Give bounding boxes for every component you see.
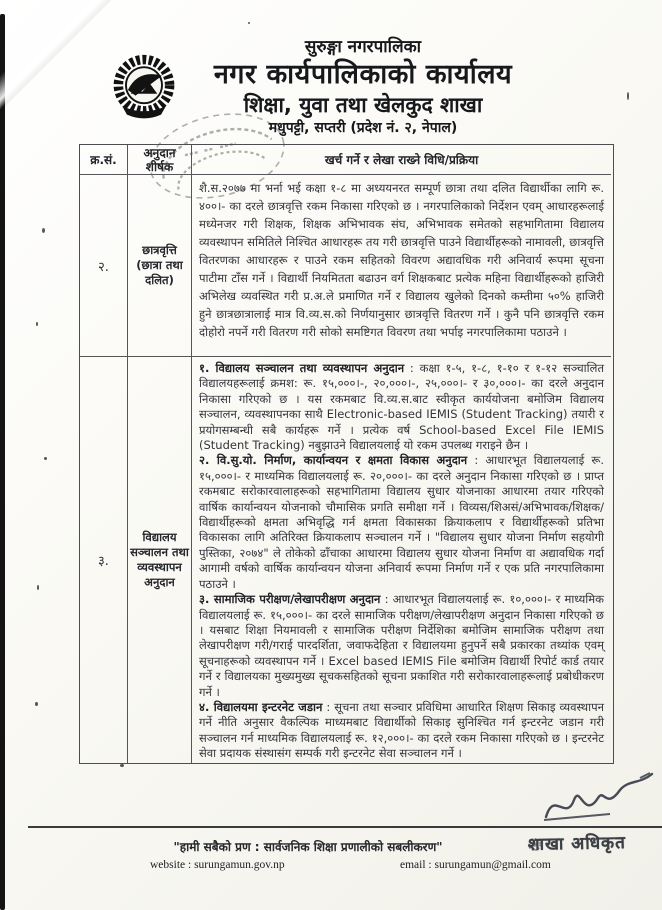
motto-text: "हामी सबैको प्रण : सार्वजनिक शिक्षा प्रणालीको सबलीकरण" bbox=[173, 840, 443, 854]
scan-speck bbox=[120, 764, 124, 767]
office-address: मधुपट्टी, सप्तरी (प्रदेश नं. २, नेपाल) bbox=[268, 120, 458, 136]
col-header-serial: क्र.सं. bbox=[80, 145, 128, 175]
col-header-procedure: खर्च गर्ने र लेखा राख्ने विधि/प्रक्रिया bbox=[192, 145, 611, 175]
procedure-paragraph: शै.स.२०७७ मा भर्ना भई कक्षा १-८ मा अध्ययनरत सम्पूर्ण छात्रा तथा दलित विद्यार्थीका लागि रू. ४००।- का दरले छात्रवृत्ति रकम निकासा गरिएको छ । नगरपालिकाको निर्देशन एवम् आधारहरूलाई मध्येनजर गरी शिक्षक, शिक्षक अभिभावक संघ, अभिभावक समेतको सहभागितामा विद्यालय व्यवस्थापन समितिले निश्चित आधारहरू तय गरी छात्रवृत्ति पाउने विद्यार्थीहरूको नामावली, छात्रवृत्ति वितरणका आधारहरू र पाउने रकम सहितको विवरण अद्यावधिक गरी अनिवार्य रूपमा सूचना पाटीमा टाँस गर्ने । विद्यार्थी नियमितता बढाउन वर्ग शिक्षकबाट प्रत्येक महिना विद्यार्थीहरूको हाजिरी अभिलेख व्यवस्थित गरी प्र.अ.ले प्रमाणित गर्ने र विद्यालय खुलेको दिनको कम्तीमा ५०% हाजिरी हुने छात्रछात्रालाई मात्र वि.व्य.स.को निर्णयानुसार छात्रवृत्ति वितरण गर्ने । कुनै पनि छात्रवृत्ति रकम दोहोरो नपर्ने गरी वितरण गरी सोको समष्टिगत विवरण तथा भर्पाइ नगरपालिकामा पठाउने । bbox=[199, 181, 604, 339]
table-row bbox=[80, 357, 613, 763]
scan-edge-artifact bbox=[0, 14, 5, 910]
scan-speck bbox=[42, 228, 45, 233]
grant-procedure-table bbox=[79, 144, 614, 764]
table-header-row bbox=[80, 145, 613, 175]
row-serial: २. bbox=[80, 175, 128, 357]
table-row bbox=[80, 175, 613, 357]
row-procedure-text bbox=[192, 175, 611, 357]
col-header-grant-title: अनुदान शीर्षक bbox=[128, 145, 192, 175]
row-serial: ३. bbox=[80, 357, 128, 763]
procedure-paragraph: २. वि.सु.यो. निर्माण, कार्यान्वयन र क्षमता विकास अनुदान : आधारभूत विद्यालयलाई रू. १५,०००।- र माध्यमिक विद्यालयलाई रू. २०,०००।- का दरले अनुदान निकासा गरिएको छ । प्राप्त रकमबाट सरोकारवालाहरूको सहभागितामा विद्यालय सुधार योजनाका आधारमा तयार गरिएको वार्षिक कार्यान्वयन योजनाको चौमासिक प्रगति समीक्षा गर्ने । विव्यस/शिअसं/अभिभावक/शिक्षक/विद्यार्थीहरूको क्षमता अभिवृद्धि गर्न क्षमता विकासका क्रियाकलाप र विद्यार्थीहरूको प्रतिभा विकासका लागि अतिरिक्त क्रियाकलाप सञ्चालन गर्ने । "विद्यालय सुधार योजना निर्माण सहयोगी पुस्तिका, २०७४" ले तोकेको ढाँचाका आधारमा विद्यालय सुधार योजना निर्माण वा अद्यावधिक गर्दा आगामी वर्षको वार्षिक कार्यान्वयन योजना अनिवार्य रूपमा निर्माण गर्ने र एक प्रति नगरपालिकामा पठाउने । bbox=[199, 453, 604, 591]
procedure-paragraph: १. विद्यालय सञ्चालन तथा व्यवस्थापन अनुदान : कक्षा १-५, १-८, १-१० र १-१२ सञ्चालित विद्यालयहरूलाई क्रमश: रू. १५,०००।-, २०,०००।-, २५,०००।- र ३०,०००।- का दरले अनुदान निकासा गरिएको छ । यस रकमबाट वि.व्य.स.बाट स्वीकृत कार्ययोजना बमोजिम विद्यालय सञ्चालन, व्यवस्थापनका साथै Electronic-based IEMIS (Student Tracking) तयारी र प्रयोगसम्बन्धी सबै कार्यहरू गर्ने । प्रत्येक वर्ष School-based Excel File IEMIS (Student Tracking) नबुझाउने विद्यालयलाई यो रकम उपलब्ध गराइने छैन । bbox=[199, 361, 604, 453]
scan-speck bbox=[37, 585, 39, 590]
website-text: website : surungamun.gov.np bbox=[150, 859, 285, 871]
signatory-title: शाखा अधिकृत bbox=[527, 832, 627, 856]
scan-speck bbox=[35, 702, 38, 706]
scan-speck bbox=[248, 22, 250, 24]
row-grant-title: विद्यालय सञ्चालन तथा व्यवस्थापन अनुदान bbox=[128, 357, 192, 763]
letterhead bbox=[128, 36, 598, 138]
row-grant-title: छात्रवृत्ति (छात्रा तथा दलित) bbox=[128, 175, 192, 357]
scan-speck bbox=[627, 92, 629, 100]
scan-speck bbox=[44, 457, 47, 460]
procedure-paragraph: ३. सामाजिक परीक्षण/लेखापरीक्षण अनुदान : आधारभूत विद्यालयलाई रू. १०,०००।- र माध्यमिक विद्यालयलाई रू. १५,०००।- का दरले सामाजिक परीक्षण/लेखापरीक्षण अनुदान निकासा गरिएको छ । यसबाट शिक्षा नियमावली र सामाजिक परीक्षण निर्देशिका बमोजिम सामाजिक परीक्षण तथा लेखापरीक्षण गरी/गराई पारदर्शिता, जवाफदेहिता र विद्यालयमा हुनुपर्ने सबै प्रकारका तथ्यांक एवम् सूचनाहरूको व्यवस्थापन गर्ने । Excel based IEMIS File बमोजिम विद्यार्थी रिपोर्ट कार्ड तयार गर्ने र विद्यालयका मुख्यमुख्य सूचकसहितको सूचना प्रकाशित गरी सरोकारवालाहरूलाई प्रबोधीकरण गर्ने । bbox=[199, 592, 604, 699]
branch-name: शिक्षा, युवा तथा खेलकुद शाखा bbox=[243, 93, 483, 117]
row-procedure-text bbox=[192, 357, 611, 763]
office-name: नगर कार्यपालिकाको कार्यालय bbox=[213, 59, 513, 90]
table-body bbox=[80, 175, 613, 763]
signature bbox=[540, 770, 658, 830]
email-text: email : surungamun@gmail.com bbox=[400, 859, 551, 871]
procedure-paragraph: ४. विद्यालयमा इन्टरनेट जडान : सूचना तथा सञ्चार प्रविधिमा आधारित शिक्षण सिकाइ व्यवस्थापन गर्ने नीति अनुसार वैकल्पिक माध्यमबाट विद्यार्थीको सिकाइ सुनिश्चित गर्न इन्टरनेट जडान गरी सञ्चालन गर्न माध्यमिक विद्यालयलाई रू. १२,०००।- का दरले रकम निकासा गरिएको छ । इन्टरनेट सेवा प्रदायक संस्थासंग सम्पर्क गरी इन्टरनेट सेवा सञ्चालन गर्ने । bbox=[199, 699, 604, 761]
municipality-name: सुरुङ्गा नगरपालिका bbox=[304, 37, 422, 57]
scan-speck bbox=[36, 322, 38, 326]
